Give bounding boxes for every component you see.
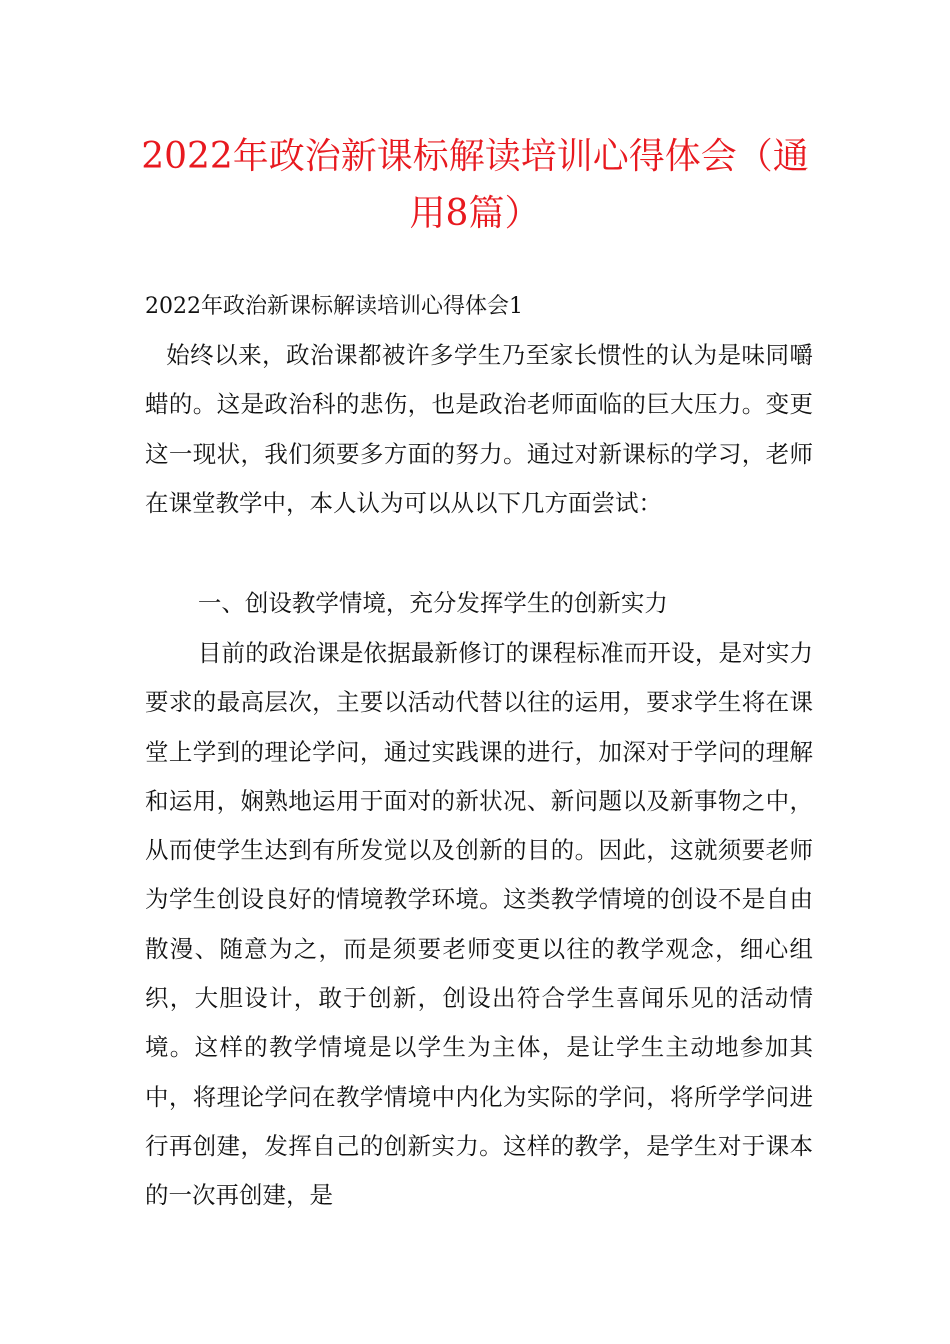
document-title: 2022年政治新课标解读培训心得体会（通用8篇）	[141, 136, 809, 234]
section-subtitle: 2022年政治新课标解读培训心得体会1	[145, 294, 523, 319]
section-heading: 一、创设教学情境，充分发挥学生的创新实力	[197, 589, 668, 617]
paragraph-body: 目前的政治课是依据最新修订的课程标准而开设，是对实力要求的最高层次，主要以活动代替以往的运用，要求学生将在课堂上学到的理论学问，通过实践课的进行，加深对于学问的理解和运用，娴熟地运用于面对的新状况、新问题以及新事物之中，从而使学生达到有所发觉以及创新的目的。因此，这就须要老师为学生创设良好的情境教学环境。这类教学情境的创设不是自由散漫、随意为之，而是须要老师变更以往的教学观念，细心组织，大胆设计，敢于创新，创设出符合学生喜闻乐见的活动情境。这样的教学情境是以学生为主体，是让学生主动地参加其中，将理论学问在教学情境中内化为实际的学问，将所学学问进行再创建，发挥自己的创新实力。这样的教学，是学生对于课本的一次再创建，是	[145, 639, 813, 1210]
paragraph-intro: 始终以来，政治课都被许多学生乃至家长惯性的认为是味同嚼蜡的。这是政治科的悲伤，也是政治老师面临的巨大压力。变更这一现状，我们须要多方面的努力。通过对新课标的学习，老师在课堂教学中，本人认为可以从以下几方面尝试：	[145, 341, 813, 517]
